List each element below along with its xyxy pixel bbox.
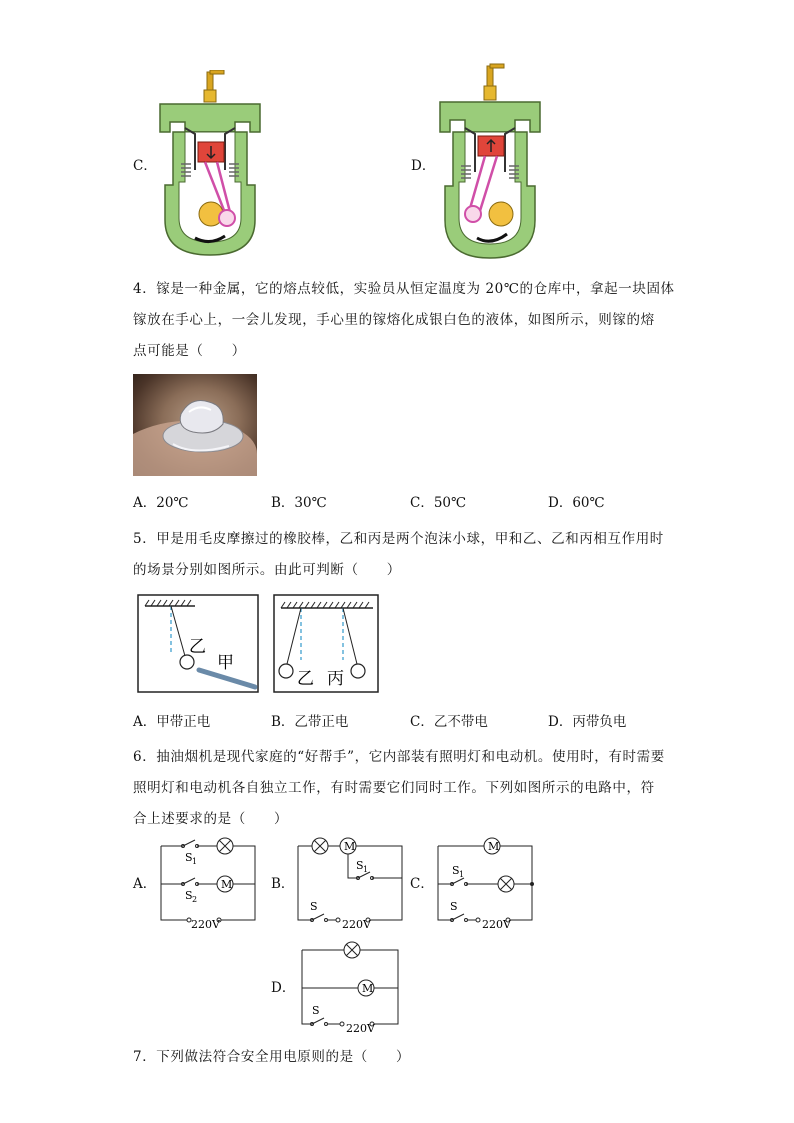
- circuit-c: [432, 836, 538, 932]
- q5-figure-2: [273, 594, 379, 694]
- q6-line3: 合上述要求的是（ ）: [133, 811, 289, 827]
- q4-option-a: A．20℃: [133, 495, 189, 511]
- switch-s-d: S: [312, 1004, 320, 1017]
- q6-option-c-label: C．: [410, 876, 434, 892]
- q6-option-d-label: D．: [271, 980, 296, 996]
- label-bing: 丙: [327, 669, 344, 689]
- q5-option-a: A．甲带正电: [133, 714, 211, 730]
- switch-s1-c: S: [452, 864, 460, 877]
- q4-line2: 镓放在手心上，一会儿发现，手心里的镓熔化成银白色的液体，如图所示，则镓的熔: [133, 312, 655, 328]
- label-yi-2: 乙: [297, 669, 314, 689]
- option-c-label: C．: [133, 158, 157, 174]
- q4-option-d: D．60℃: [548, 495, 605, 511]
- engine-diagram-d: [435, 62, 550, 260]
- q5-option-b: B．乙带正电: [271, 714, 349, 730]
- q6-line1: 6．抽油烟机是现代家庭的“好帮手”，它内部装有照明灯和电动机。使用时，有时需要: [133, 749, 665, 765]
- gallium-hand-photo: [133, 374, 257, 476]
- motor-symbol-d: M: [362, 982, 374, 995]
- q6-option-a-label: A．: [133, 876, 157, 892]
- q5-line1: 5．甲是用毛皮摩擦过的橡胶棒，乙和丙是两个泡沫小球，甲和乙、乙和丙相互作用时: [133, 531, 664, 547]
- q5-figure-1: [137, 594, 259, 694]
- switch-s-b: S: [310, 900, 318, 913]
- voltage-c: 220V: [482, 918, 511, 931]
- voltage-a: 220V: [191, 918, 220, 931]
- voltage-b: 220V: [342, 918, 371, 931]
- q7-line1: 7．下列做法符合安全用电原则的是（ ）: [133, 1049, 411, 1065]
- option-d-label: D．: [411, 158, 436, 174]
- q5-line2: 的场景分别如图所示。由此可判断（ ）: [133, 562, 401, 578]
- q4-line1: 4．镓是一种金属，它的熔点较低，实验员从恒定温度为 20℃的仓库中，拿起一块固体: [133, 281, 675, 297]
- q5-option-d: D．丙带负电: [548, 714, 627, 730]
- circuit-d: [292, 940, 408, 1036]
- switch-s-c: S: [450, 900, 458, 913]
- voltage-d: 220V: [346, 1022, 375, 1035]
- motor-symbol-a: M: [221, 878, 233, 891]
- q6-option-b-label: B．: [271, 876, 295, 892]
- q4-option-c: C．50℃: [410, 495, 467, 511]
- q6-line2: 照明灯和电动机各自独立工作，有时需要它们同时工作。下列如图所示的电路中，符: [133, 780, 655, 796]
- circuit-b: [292, 832, 408, 932]
- q4-line3: 点可能是（ ）: [133, 343, 246, 359]
- q5-option-c: C．乙不带电: [410, 714, 488, 730]
- switch-s1-a: S: [185, 851, 193, 864]
- switch-s1-b-sub: 1: [363, 865, 369, 874]
- switch-s1-a-sub: 1: [192, 857, 198, 866]
- switch-s1-c-sub: 1: [459, 870, 465, 879]
- gallium-drawing: [133, 374, 257, 476]
- switch-s2-a: S: [185, 889, 193, 902]
- label-yi: 乙: [189, 637, 206, 657]
- switch-s2-a-sub: 2: [192, 895, 198, 904]
- label-jia: 甲: [217, 653, 234, 673]
- motor-symbol-b: M: [344, 840, 356, 853]
- q4-option-b: B．30℃: [271, 495, 327, 511]
- circuit-a: [155, 836, 261, 932]
- motor-symbol-c: M: [488, 840, 500, 853]
- engine-diagram-c: [155, 70, 270, 260]
- switch-s1-b: S: [356, 859, 364, 872]
